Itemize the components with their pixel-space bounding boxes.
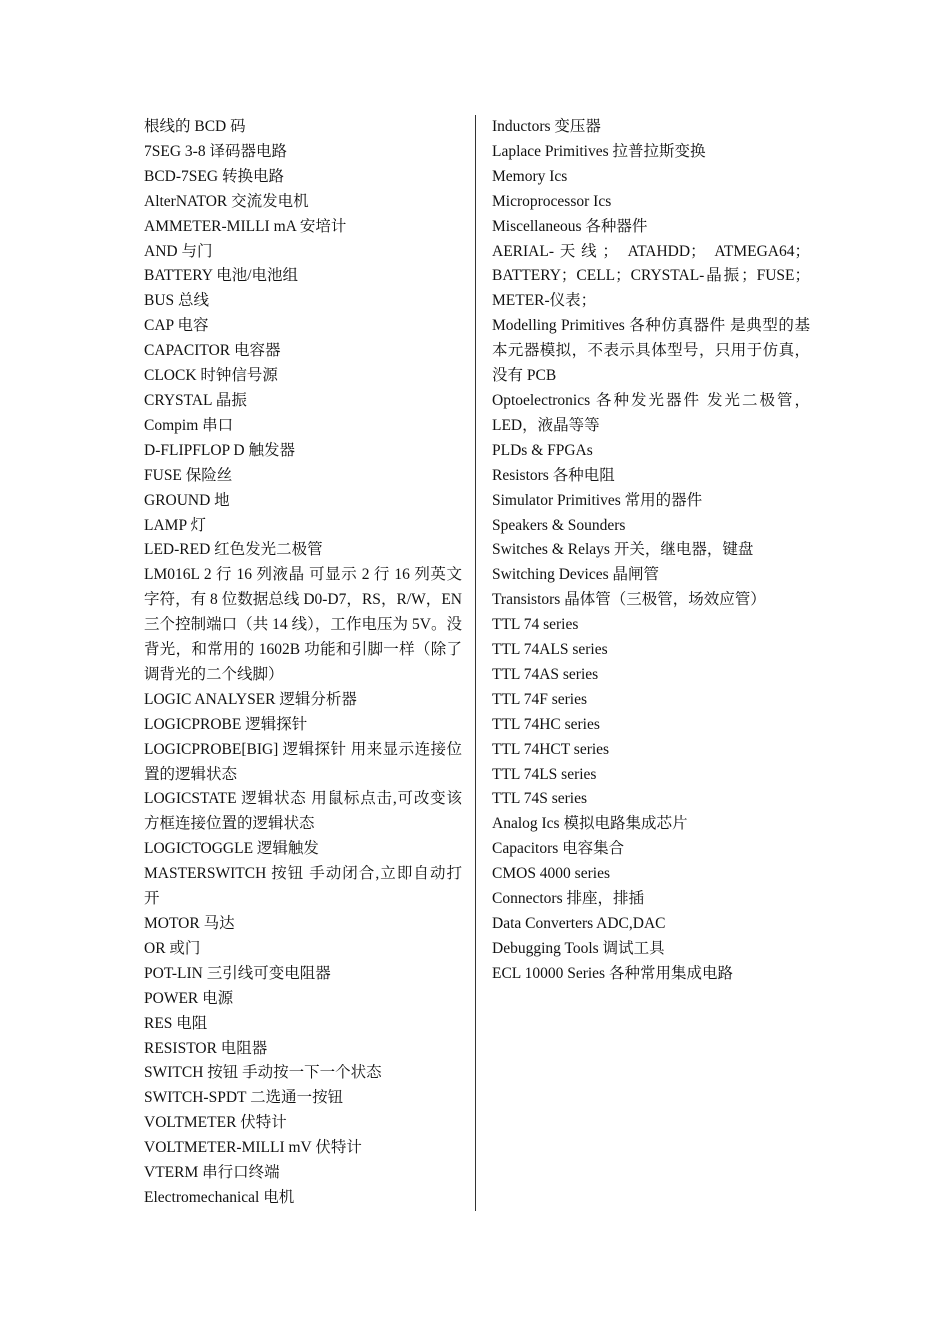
- left-column: [144, 115, 462, 1211]
- list-item: SWITCH 按钮 手动按一下一个状态: [144, 1064, 382, 1082]
- right-column: [492, 115, 810, 987]
- list-item: CAPACITOR 电容器: [144, 342, 281, 360]
- list-item: Simulator Primitives 常用的器件: [492, 491, 703, 509]
- list-item: GROUND 地: [144, 491, 230, 509]
- list-item: Transistors 晶体管（三极管，场效应管）: [492, 591, 766, 609]
- list-item: Speakers & Sounders: [492, 516, 626, 534]
- list-item: VOLTMETER 伏特计: [144, 1114, 287, 1132]
- list-item: AERIAL-天线； ATAHDD； ATMEGA64；BATTERY；CELL；CRYSTAL-晶振；FUSE；METER-仪表；: [492, 242, 810, 310]
- list-item: BUS 总线: [144, 292, 210, 310]
- list-item: SWITCH-SPDT 二选通一按钮: [144, 1089, 344, 1107]
- list-item: MOTOR 马达: [144, 915, 235, 932]
- list-item: Optoelectronics 各种发光器件 发光二极管，LED，液晶等等: [492, 391, 810, 434]
- list-item: AND 与门: [144, 242, 213, 260]
- list-item: LOGICTOGGLE 逻辑触发: [144, 840, 319, 858]
- list-item: 根线的 BCD 码: [144, 118, 246, 135]
- list-item: LED-RED 红色发光二极管: [144, 541, 323, 559]
- list-item: Miscellaneous 各种器件: [492, 217, 648, 235]
- list-item: AMMETER-MILLI mA 安培计: [144, 217, 347, 235]
- list-item: AlterNATOR 交流发电机: [144, 192, 309, 210]
- list-item: OR 或门: [144, 939, 201, 957]
- list-item: TTL 74HC series: [492, 715, 600, 733]
- list-item: Switches & Relays 开关，继电器，键盘: [492, 541, 754, 559]
- list-item: CMOS 4000 series: [492, 865, 610, 883]
- list-item: Capacitors 电容集合: [492, 840, 625, 858]
- list-item: LAMP 灯: [144, 516, 206, 534]
- list-item: TTL 74HCT series: [492, 740, 610, 758]
- list-item: PLDs & FPGAs: [492, 441, 593, 459]
- list-item: BCD-7SEG 转换电路: [144, 167, 284, 185]
- list-item: TTL 74S series: [492, 790, 587, 808]
- list-item: Data Converters ADC,DAC: [492, 915, 666, 932]
- list-item: Resistors 各种电阻: [492, 466, 615, 484]
- list-item: Debugging Tools 调试工具: [492, 939, 665, 957]
- list-item: LOGICPROBE 逻辑探针: [144, 715, 308, 733]
- list-item: BATTERY 电池/电池组: [144, 267, 299, 285]
- list-item: Electromechanical 电机: [144, 1188, 295, 1206]
- list-item: CRYSTAL 晶振: [144, 391, 247, 409]
- list-item: D-FLIPFLOP D 触发器: [144, 441, 295, 459]
- list-item: RES 电阻: [144, 1014, 208, 1032]
- list-item: ECL 10000 Series 各种常用集成电路: [492, 964, 733, 982]
- list-item: LOGIC ANALYSER 逻辑分析器: [144, 690, 357, 708]
- list-item: TTL 74ALS series: [492, 641, 608, 659]
- list-item: Memory Ics: [492, 167, 568, 185]
- list-item: LOGICSTATE 逻辑状态 用鼠标点击,可改变该方框连接位置的逻辑状态: [144, 790, 462, 833]
- list-item: Compim 串口: [144, 416, 234, 434]
- list-item: Analog Ics 模拟电路集成芯片: [492, 815, 688, 833]
- list-item: RESISTOR 电阻器: [144, 1039, 268, 1057]
- list-item: FUSE 保险丝: [144, 466, 233, 484]
- list-item: TTL 74AS series: [492, 665, 599, 683]
- list-item: TTL 74LS series: [492, 765, 597, 783]
- list-item: TTL 74F series: [492, 690, 587, 708]
- column-divider: [475, 115, 476, 1211]
- list-item: Inductors 变压器: [492, 118, 601, 135]
- list-item: Modelling Primitives 各种仿真器件 是典型的基本元器模拟，不表示具体型号，只用于仿真，没有 PCB: [492, 317, 810, 385]
- list-item: CAP 电容: [144, 317, 209, 335]
- list-item: Switching Devices 晶闸管: [492, 566, 660, 584]
- list-item: VOLTMETER-MILLI mV 伏特计: [144, 1139, 362, 1157]
- list-item: POT-LIN 三引线可变电阻器: [144, 964, 331, 982]
- list-item: LM016L 2 行 16 列液晶 可显示 2 行 16 列英文字符，有 8 位数据总线 D0-D7，RS，R/W，EN 三个控制端口（共 14 线），工作电压为 5V。没背光，和常用的 1602B 功能和引脚一样（除了调背光的二个线脚）: [144, 566, 462, 683]
- list-item: Connectors 排座，排插: [492, 890, 644, 908]
- list-item: 7SEG 3-8 译码器电路: [144, 142, 287, 160]
- list-item: TTL 74 series: [492, 616, 579, 634]
- list-item: VTERM 串行口终端: [144, 1164, 280, 1182]
- list-item: Laplace Primitives 拉普拉斯变换: [492, 142, 706, 160]
- list-item: LOGICPROBE[BIG] 逻辑探针 用来显示连接位置的逻辑状态: [144, 740, 462, 783]
- list-item: POWER 电源: [144, 989, 234, 1007]
- list-item: Microprocessor Ics: [492, 192, 612, 210]
- list-item: MASTERSWITCH 按钮 手动闭合,立即自动打开: [144, 865, 462, 908]
- list-item: CLOCK 时钟信号源: [144, 367, 278, 385]
